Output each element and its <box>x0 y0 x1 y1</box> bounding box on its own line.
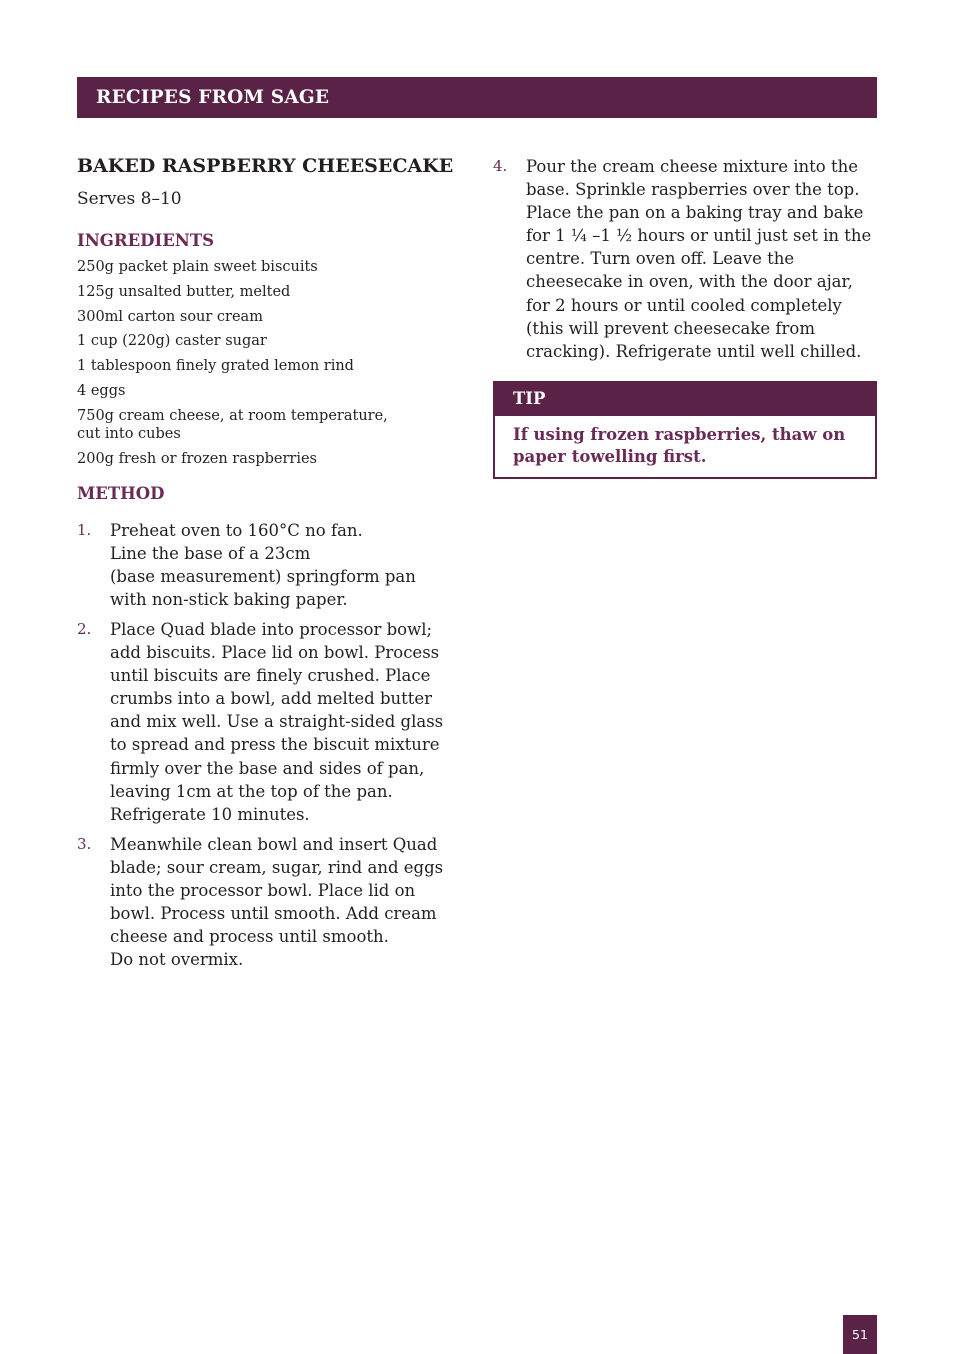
tip-text: If using frozen raspberries, thaw on paper towelling first. <box>513 424 846 466</box>
step-text: Place Quad blade into processor bowl; add biscuits. Place lid on bowl. Process until biscuits are finely crushed. Place crumbs into a bowl, add melted butter and mix well. Use a straight-sided glass to spread and press the biscuit mixture firmly over the base and sides of pan, leaving 1cm at the top of the pan. Refrigerate 10 minutes. <box>110 619 444 824</box>
step-number: 2. <box>77 619 92 638</box>
header-bar <box>77 77 877 118</box>
step-number: 3. <box>77 834 92 853</box>
header-title: RECIPES FROM SAGE <box>96 87 330 108</box>
step-number: 1. <box>77 520 92 539</box>
step-text: Pour the cream cheese mixture into the base. Sprinkle raspberries over the top. Place the pan on a baking tray and bake for 1 ¼ –1 ½ hours or until just set in the centre. Turn oven off. Leave the cheesecake in oven, with the door ajar, for 2 hours or until cooled completely (this will prevent cheesecake from cracking). Refrigerate until well chilled. <box>526 157 872 361</box>
ingredient-item: 750g cream cheese, at room temperature, cut into cubes <box>77 407 388 442</box>
tip-header <box>495 381 875 416</box>
ingredient-item: 4 eggs <box>77 382 126 399</box>
method-steps <box>77 519 457 972</box>
method-step <box>77 618 457 826</box>
recipe-title: BAKED RASPBERRY CHEESECAKE <box>77 155 454 177</box>
left-column <box>77 152 457 978</box>
ingredients-list <box>77 258 457 468</box>
serves-text: Serves 8–10 <box>77 189 182 209</box>
ingredient-item: 1 tablespoon finely grated lemon rind <box>77 358 354 375</box>
right-column <box>493 152 877 479</box>
step-text: Meanwhile clean bowl and insert Quad blade; sour cream, sugar, rind and eggs into the processor bowl. Place lid on bowl. Process until smooth. Add cream cheese and process until smooth. Do not overmix. <box>110 834 444 970</box>
tip-box <box>493 381 877 479</box>
method-step <box>77 833 457 972</box>
ingredients-heading: INGREDIENTS <box>77 231 215 250</box>
method-steps-continued <box>493 155 877 363</box>
ingredient-item: 1 cup (220g) caster sugar <box>77 333 267 350</box>
ingredient-item: 125g unsalted butter, melted <box>77 283 291 300</box>
ingredient-item: 250g packet plain sweet biscuits <box>77 259 318 275</box>
step-text: Preheat oven to 160°C no fan. Line the base of a 23cm (base measurement) springform pan with non-stick baking paper. <box>110 520 416 609</box>
page-number: 51 <box>843 1315 877 1354</box>
ingredient-item: 200g fresh or frozen raspberries <box>77 450 317 467</box>
method-step <box>77 519 457 611</box>
ingredient-item: 300ml carton sour cream <box>77 308 263 325</box>
tip-heading: TIP <box>513 388 546 408</box>
method-step <box>493 155 877 363</box>
step-number: 4. <box>493 157 508 175</box>
method-heading: METHOD <box>77 483 165 503</box>
